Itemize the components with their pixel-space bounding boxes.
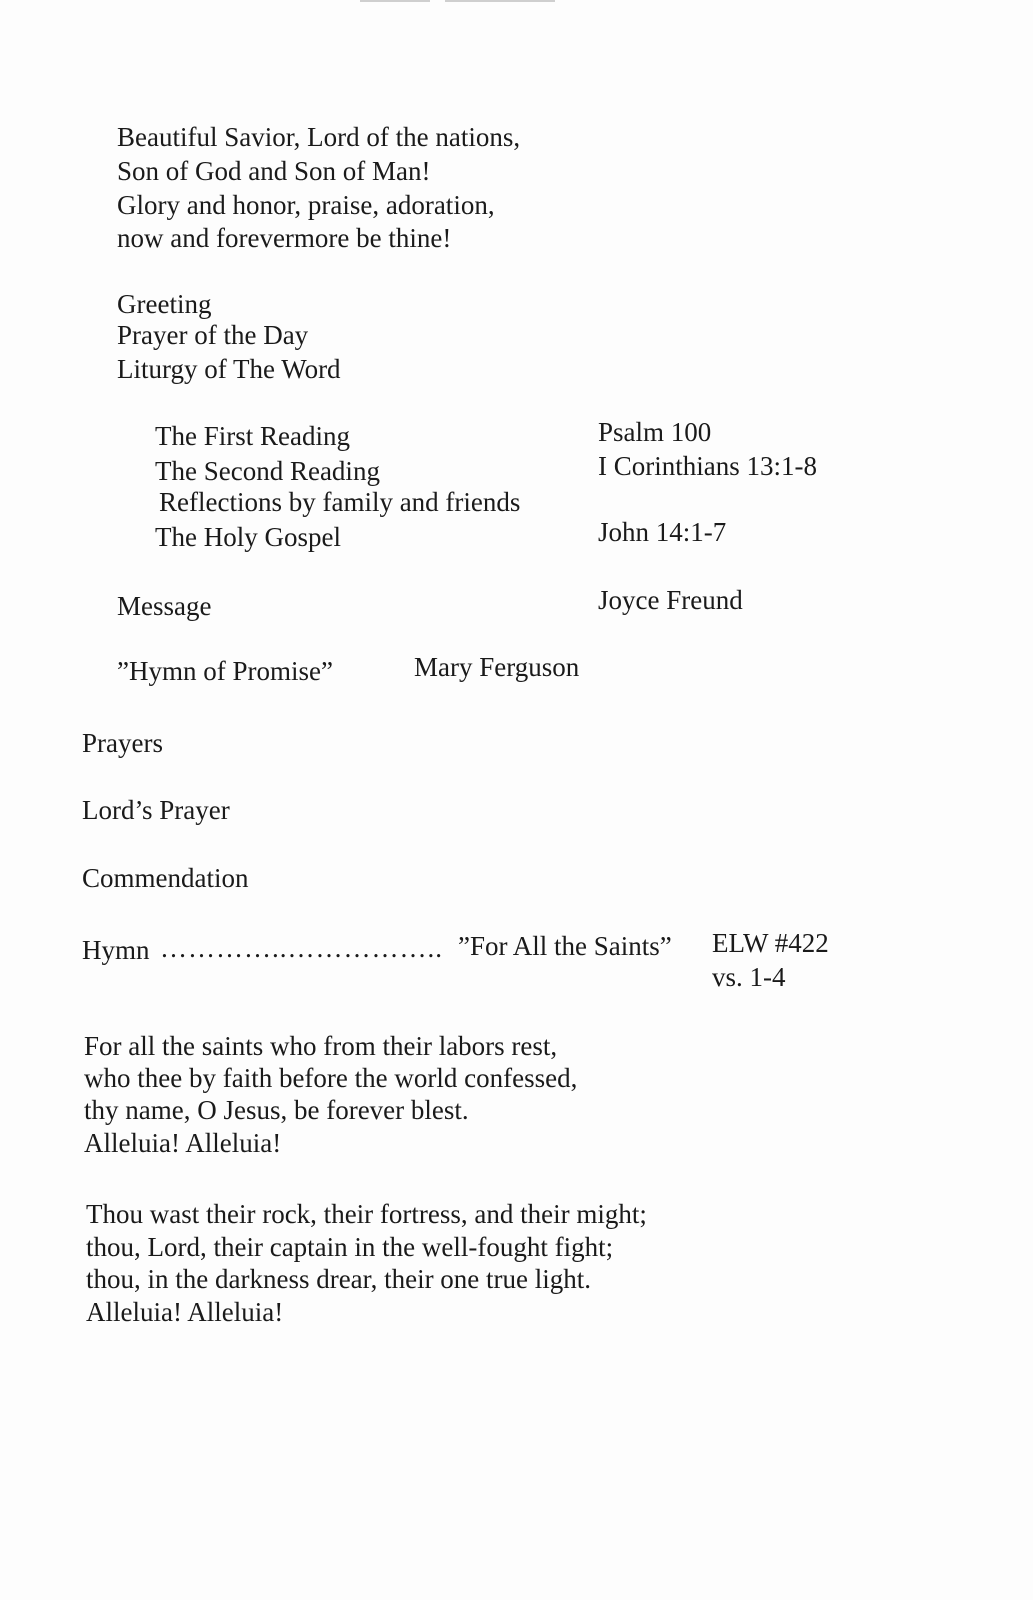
hymn-title: ”For All the Saints” (458, 931, 672, 961)
stanza-line: thy name, O Jesus, be forever blest. (84, 1095, 469, 1125)
reading-label: The Holy Gospel (155, 522, 341, 552)
order-liturgy-of-word: Liturgy of The Word (117, 354, 341, 384)
order-prayer-of-day: Prayer of the Day (117, 320, 309, 350)
hymn-verses: vs. 1-4 (712, 962, 786, 992)
message-label: Message (117, 591, 212, 621)
verse-line: now and forevermore be thine! (117, 223, 452, 253)
stanza-line: who thee by faith before the world confessed, (84, 1063, 578, 1093)
commendation: Commendation (82, 863, 249, 893)
hymn-label: Hymn (82, 935, 150, 965)
verse-line: Beautiful Savior, Lord of the nations, (117, 122, 521, 152)
scan-edge-mark (360, 0, 430, 2)
stanza-line: thou, Lord, their captain in the well-fought fight; (86, 1232, 614, 1262)
stanza-line: Alleluia! Alleluia! (86, 1297, 284, 1327)
reading-ref: John 14:1-7 (598, 517, 727, 547)
prayers: Prayers (82, 728, 163, 758)
hymn-number: ELW #422 (712, 928, 829, 958)
reading-label: The Second Reading (155, 456, 380, 486)
reading-ref: Psalm 100 (598, 417, 712, 447)
order-greeting: Greeting (117, 289, 212, 319)
reading-label: The First Reading (155, 421, 350, 451)
stanza-line: thou, in the darkness drear, their one true light. (86, 1264, 592, 1294)
verse-line: Glory and honor, praise, adoration, (117, 190, 495, 220)
special-music-by: Mary Ferguson (414, 652, 580, 682)
stanza-line: For all the saints who from their labors rest, (84, 1031, 558, 1061)
lords-prayer: Lord’s Prayer (82, 795, 230, 825)
message-by: Joyce Freund (598, 585, 743, 615)
stanza-line: Thou wast their rock, their fortress, and their might; (86, 1199, 647, 1229)
reading-label: Reflections by family and friends (159, 487, 521, 517)
scan-edge-mark (445, 0, 555, 2)
reading-ref: I Corinthians 13:1-8 (598, 451, 817, 481)
stanza-line: Alleluia! Alleluia! (84, 1128, 282, 1158)
verse-line: Son of God and Son of Man! (117, 156, 431, 186)
hymn-leader-dots: …………..…………….. (160, 933, 443, 963)
special-music-title: ”Hymn of Promise” (117, 656, 333, 686)
